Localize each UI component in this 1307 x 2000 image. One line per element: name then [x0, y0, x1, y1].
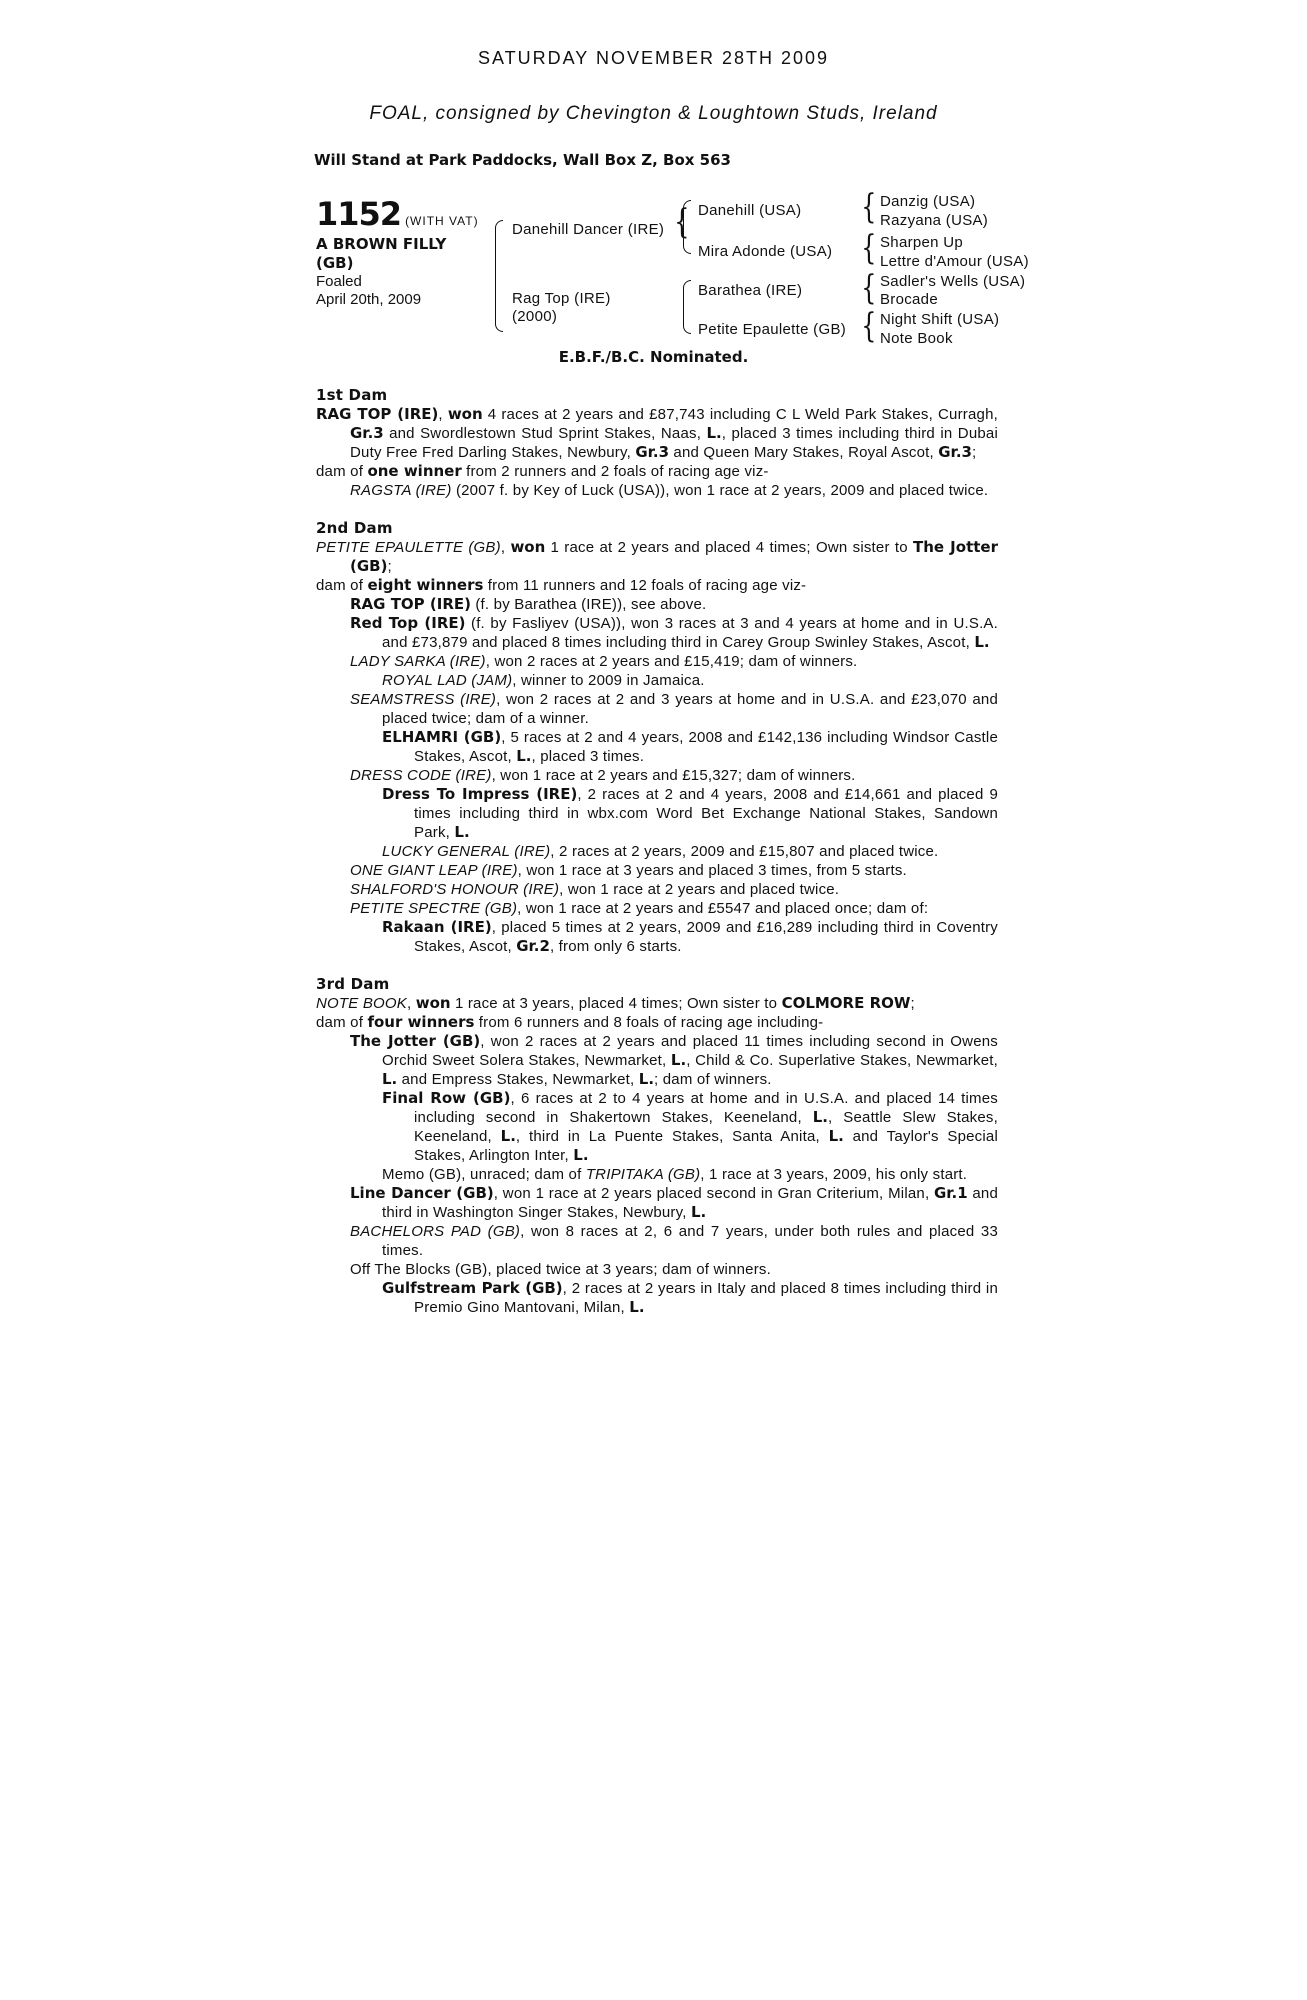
- pedigree-dam-year: (2000): [512, 308, 558, 325]
- text: ;: [910, 995, 915, 1012]
- grade: L.: [690, 1203, 707, 1221]
- produce-item: [316, 918, 998, 956]
- text: , 6 races at 2 to 4 years at home and in U.S.A. and placed 14 times including second in Shakertown Stakes, Keeneland,: [414, 1090, 998, 1126]
- text: , won 1 race at 2 years placed second in Gran Criterium, Milan,: [493, 1185, 934, 1202]
- text: ;: [971, 444, 977, 461]
- horse-name: The Jotter (GB): [350, 538, 998, 575]
- horse-name: LUCKY GENERAL (IRE): [382, 843, 551, 860]
- text: Off The Blocks (GB), placed twice at 3 years; dam of winners.: [350, 1261, 771, 1278]
- nomination-note: E.B.F./B.C. Nominated.: [558, 348, 749, 366]
- lot-sex-line2: (GB): [316, 254, 354, 272]
- text: 1 race at 3 years, placed 4 times; Own sister to: [450, 995, 782, 1012]
- produce-item: [316, 1222, 998, 1260]
- grade: L.: [454, 823, 470, 841]
- pedigree-brace-sire-parents: [683, 200, 691, 254]
- text: , 2 races at 2 years in Italy and placed 8 times including third in Premio Gino Mantovani, Milan,: [414, 1280, 998, 1316]
- text: ; dam of winners.: [654, 1071, 772, 1088]
- grade: L.: [828, 1127, 844, 1145]
- horse-name: Dress To Impress (IRE): [382, 785, 578, 803]
- produce-item: [316, 614, 998, 652]
- horse-name: ROYAL LAD (JAM): [382, 672, 513, 689]
- pedigree-brace-g1: {: [861, 187, 877, 227]
- horse-name: NOTE BOOK: [316, 995, 407, 1012]
- text: and third in Washington Singer Stakes, Newbury,: [382, 1185, 998, 1221]
- text: from 11 runners and 12 foals of racing age viz-: [483, 577, 807, 594]
- pedigree-notes: [316, 386, 998, 1336]
- produce-item: [316, 842, 998, 861]
- third-dam-section: [316, 975, 998, 1317]
- horse-name: Line Dancer (GB): [350, 1184, 494, 1202]
- horse-name: RAGSTA (IRE): [350, 482, 452, 499]
- text: , won 2 races at 2 years and placed 11 times including second in Owens Orchid Sweet Solera Stakes, Newmarket,: [382, 1033, 998, 1069]
- pedigree-sire-sire: Danehill (USA): [698, 202, 802, 219]
- text: , won 2 races at 2 and 3 years at home and in U.S.A. and £23,070 and placed twice; dam of a winner.: [382, 691, 998, 727]
- text: , winner to 2009 in Jamaica.: [512, 672, 705, 689]
- second-dam-record: [316, 538, 998, 576]
- first-dam-produce-item: [316, 481, 998, 500]
- first-dam-section: [316, 386, 998, 500]
- text: ,: [500, 539, 511, 556]
- third-dam-produce-summary: [316, 1013, 998, 1032]
- pedigree-gg8: Note Book: [880, 330, 953, 347]
- lot-vat: (WITH VAT): [405, 214, 479, 228]
- horse-name: SHALFORD'S HONOUR (IRE): [350, 881, 560, 898]
- grade: L.: [974, 633, 990, 651]
- grade: Gr.1: [933, 1184, 968, 1202]
- stand-location: Will Stand at Park Paddocks, Wall Box Z, Box 563: [314, 151, 731, 169]
- first-dam-title: 1st Dam: [316, 386, 388, 404]
- lot-sex-line1: A BROWN FILLY: [316, 235, 447, 253]
- horse-name: Final Row (GB): [382, 1089, 511, 1107]
- text: Memo (GB), unraced; dam of: [382, 1166, 586, 1183]
- produce-item: [316, 1165, 998, 1184]
- grade: L.: [670, 1051, 687, 1069]
- foaled-date: April 20th, 2009: [316, 291, 422, 308]
- text: , won 1 race at 2 years and £15,327; dam of winners.: [491, 767, 856, 784]
- text: , 2 races at 2 years, 2009 and £15,807 and placed twice.: [550, 843, 939, 860]
- text: , won 1 race at 2 years and £5547 and placed once; dam of:: [517, 900, 929, 917]
- horse-name: Gulfstream Park (GB): [382, 1279, 563, 1297]
- text: ,: [438, 406, 448, 423]
- pedigree-gg6: Brocade: [880, 291, 938, 308]
- text: , placed 5 times at 2 years, 2009 and £16,289 including third in Coventry Stakes, Ascot,: [414, 919, 998, 955]
- pedigree-dam-sire: Barathea (IRE): [698, 282, 803, 299]
- consignment-line: FOAL, consigned by Chevington & Loughtown Studs, Ireland: [369, 103, 938, 124]
- pedigree-sire-dam: Mira Adonde (USA): [698, 243, 833, 260]
- grade: L.: [706, 424, 722, 442]
- text-bold: won: [510, 538, 546, 556]
- horse-name: DRESS CODE (IRE): [350, 767, 492, 784]
- horse-name: The Jotter (GB): [350, 1032, 481, 1050]
- second-dam-section: [316, 519, 998, 956]
- pedigree-brace-g4: {: [861, 306, 877, 346]
- grade: L.: [629, 1298, 645, 1316]
- lot-number: 1152: [316, 195, 402, 233]
- produce-item: [316, 785, 998, 842]
- text: ;: [387, 558, 392, 575]
- produce-item: [316, 1184, 998, 1222]
- text: and Swordlestown Stud Sprint Stakes, Naas,: [383, 425, 707, 442]
- pedigree-gg4: Lettre d'Amour (USA): [880, 253, 1029, 270]
- second-dam-produce-summary: [316, 576, 998, 595]
- horse-name: PETITE SPECTRE (GB): [350, 900, 518, 917]
- foaled-label: Foaled: [316, 273, 362, 290]
- pedigree-sire: Danehill Dancer (IRE): [512, 221, 665, 238]
- horse-name: PETITE EPAULETTE (GB): [316, 539, 501, 556]
- produce-item: [316, 880, 998, 899]
- text: , 1 race at 3 years, 2009, his only start.: [700, 1166, 968, 1183]
- pedigree-gg2: Razyana (USA): [880, 212, 989, 229]
- produce-item: [316, 690, 998, 728]
- grade: L.: [500, 1127, 516, 1145]
- horse-name: COLMORE ROW: [781, 994, 911, 1012]
- text: , placed 3 times including third in Dubai Duty Free Fred Darling Stakes, Newbury,: [350, 425, 998, 461]
- horse-name: Rakaan (IRE): [382, 918, 492, 936]
- text-bold: eight winners: [367, 576, 484, 594]
- grade: L.: [516, 747, 532, 765]
- horse-name: SEAMSTRESS (IRE): [350, 691, 497, 708]
- text: , won 1 race at 3 years and placed 3 times, from 5 starts.: [517, 862, 907, 879]
- text: (2007 f. by Key of Luck (USA)), won 1 race at 2 years, 2009 and placed twice.: [451, 482, 989, 499]
- foaled-info: [316, 273, 486, 309]
- grade: Gr.3: [938, 443, 972, 461]
- produce-item: [316, 1032, 998, 1089]
- text: ,: [406, 995, 416, 1012]
- lot-block: [316, 195, 486, 309]
- grade: Gr.3: [350, 424, 384, 442]
- horse-name: RAG TOP (IRE): [316, 405, 439, 423]
- text: from 2 runners and 2 foals of racing age viz-: [461, 463, 769, 480]
- horse-name: Red Top (IRE): [350, 614, 466, 632]
- text: , 2 races at 2 and 4 years, 2008 and £14,661 and placed 9 times including third in wbx.com Word Bet Exchange National Stakes, Sandown Park,: [414, 786, 998, 841]
- lot-number-row: [316, 195, 486, 233]
- third-dam-record: [316, 994, 998, 1013]
- produce-item: [316, 671, 998, 690]
- pedigree-gg5: Sadler's Wells (USA): [880, 273, 1026, 290]
- pedigree-brace-dam-parents: [683, 280, 691, 334]
- text: (f. by Fasliyev (USA)), won 3 races at 3 and 4 years at home and in U.S.A. and £73,879 and placed 8 times including third in Carey Group Swinley Stakes, Ascot,: [382, 615, 999, 651]
- grade: L.: [638, 1070, 655, 1088]
- produce-item: [316, 861, 998, 880]
- text: dam of: [316, 463, 368, 480]
- horse-name: TRIPITAKA (GB): [585, 1166, 701, 1183]
- produce-item: [316, 728, 998, 766]
- grade: L.: [382, 1070, 398, 1088]
- horse-name: BACHELORS PAD (GB): [350, 1223, 521, 1240]
- pedigree-gg3: Sharpen Up: [880, 234, 964, 251]
- horse-name: ONE GIANT LEAP (IRE): [350, 862, 518, 879]
- text: , from only 6 starts.: [549, 938, 682, 955]
- produce-item: [316, 652, 998, 671]
- horse-name: ELHAMRI (GB): [382, 728, 502, 746]
- text: 4 races at 2 years and £87,743 including C L Weld Park Stakes, Curragh,: [482, 406, 998, 423]
- pedigree-brace-g3: {: [861, 268, 877, 308]
- third-dam-title: 3rd Dam: [316, 975, 390, 993]
- produce-item: [316, 595, 998, 614]
- text: 1 race at 2 years and placed 4 times; Own sister to: [545, 539, 914, 556]
- first-dam-record: [316, 405, 998, 462]
- sale-date: SATURDAY NOVEMBER 28TH 2009: [477, 48, 830, 68]
- grade: Gr.3: [635, 443, 670, 461]
- pedigree-gg1: Danzig (USA): [880, 193, 976, 210]
- text: from 6 runners and 8 foals of racing age including-: [474, 1014, 824, 1031]
- text: , Child & Co. Superlative Stakes, Newmarket,: [686, 1052, 998, 1069]
- grade: L.: [812, 1108, 829, 1126]
- produce-item: [316, 766, 998, 785]
- text: and Empress Stakes, Newmarket,: [397, 1071, 639, 1088]
- text: , 5 races at 2 and 4 years, 2008 and £142,136 including Windsor Castle Stakes, Ascot,: [414, 729, 998, 765]
- text: , placed 3 times.: [531, 748, 645, 765]
- grade: L.: [573, 1146, 589, 1164]
- pedigree-dam-name: Rag Top (IRE): [512, 290, 611, 307]
- text: , third in La Puente Stakes, Santa Anita,: [515, 1128, 829, 1145]
- grade: Gr.2: [516, 937, 550, 955]
- text-bold: won: [447, 405, 483, 423]
- text: (f. by Barathea (IRE)), see above.: [470, 596, 707, 613]
- text: and Taylor's Special Stakes, Arlington Inter,: [414, 1128, 998, 1164]
- text-bold: four winners: [367, 1013, 475, 1031]
- horse-name: LADY SARKA (IRE): [350, 653, 486, 670]
- second-dam-title: 2nd Dam: [316, 519, 393, 537]
- text: , won 1 race at 2 years and placed twice.: [559, 881, 840, 898]
- pedigree-dam-dam: Petite Epaulette (GB): [698, 321, 847, 338]
- produce-item: [316, 899, 998, 918]
- lot-description: [316, 235, 486, 273]
- horse-name: RAG TOP (IRE): [350, 595, 471, 613]
- produce-item: [316, 1089, 998, 1165]
- text: , won 2 races at 2 years and £15,419; dam of winners.: [485, 653, 858, 670]
- pedigree-gg7: Night Shift (USA): [880, 311, 1000, 328]
- produce-item: [316, 1279, 998, 1317]
- produce-item: [316, 1260, 998, 1279]
- text: , won 8 races at 2, 6 and 7 years, under both rules and placed 33 times.: [382, 1223, 999, 1259]
- pedigree-brace-sire-dam: [495, 220, 503, 332]
- text-bold: one winner: [367, 462, 462, 480]
- text: and Queen Mary Stakes, Royal Ascot,: [669, 444, 939, 461]
- pedigree-brace-sire: {: [674, 202, 690, 242]
- first-dam-produce-summary: [316, 462, 998, 481]
- text-bold: won: [415, 994, 451, 1012]
- text: , Seattle Slew Stakes, Keeneland,: [414, 1109, 998, 1145]
- text: dam of: [316, 577, 368, 594]
- pedigree-brace-g2: {: [861, 228, 877, 268]
- text: dam of: [316, 1014, 368, 1031]
